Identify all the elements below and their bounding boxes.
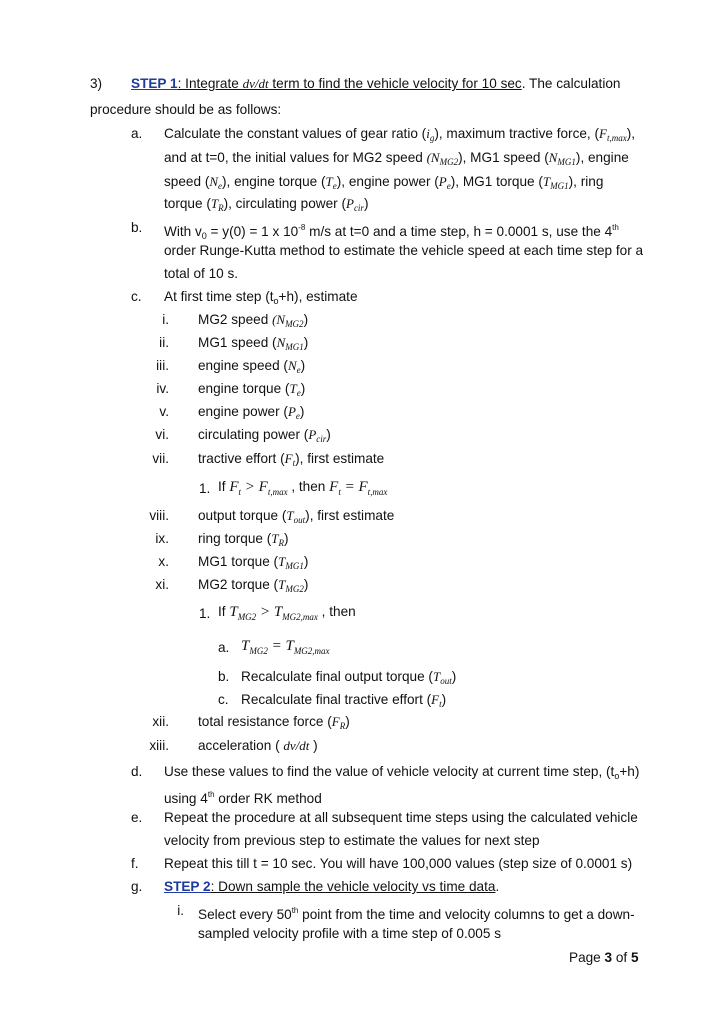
item-b-line-3: total of 10 s. (164, 266, 239, 281)
step1-text-a: : Integrate (177, 76, 243, 91)
c-subitem-label: xiii. (149, 738, 169, 753)
item-a-line-4: torque $(T_R)$, circulating power $(P_{cir})$ (164, 196, 369, 213)
c-subitem-label: ix. (155, 531, 169, 546)
item-a-line-1: Calculate the constant values of gear ratio $(i_g)$, maximum tractive force, $(F_{t,max})$, (164, 126, 636, 143)
c-subitem-text: engine speed $(N_e)$ (198, 358, 306, 375)
item-c-line-1: At first time step $(t_o+h)$, estimate (164, 289, 358, 306)
c-subitem-text: acceleration ( dv/dt ) (198, 738, 318, 753)
item-g-label: g. (131, 879, 143, 894)
c-subitem-label: v. (159, 404, 169, 419)
xi-sub-a-equation: $T_{MG2} = T_{MG2,max}$ (241, 638, 330, 656)
item-a-label: a. (131, 126, 143, 141)
xi-sub-a-label: a. (218, 640, 230, 655)
item-b-line-2: order Runge-Kutta method to estimate the vehicle speed at each time step for a (164, 243, 644, 258)
c-subitem-label: iv. (156, 381, 169, 396)
c-subitem-text: ring torque $(T_R)$ (198, 531, 289, 548)
item-d-line-2: using 4th order RK method (164, 790, 322, 806)
item-e-line-1: Repeat the procedure at all subsequent time steps using the calculated vehicle (164, 810, 638, 825)
xi-sub-c-text: Recalculate final tractive effort $(F_t)$ (241, 692, 447, 709)
c-subitem-text: tractive effort $(F_t)$, first estimate (198, 451, 385, 468)
c-subitem-text: MG2 speed $(N_{MG2})$ (198, 312, 309, 329)
item-e-label: e. (131, 810, 143, 825)
step1-link[interactable]: STEP 1 (131, 76, 178, 91)
vii-sub-label: 1. (199, 481, 211, 496)
item-c-label: c. (131, 289, 142, 304)
item-a-line-3: speed $(N_e)$, engine torque $(T_e)$, engine power $(P_e)$, MG1 torque $(T_{MG1})$, ring (164, 174, 604, 191)
step2-link[interactable]: STEP 2 (164, 879, 211, 894)
c-subitem-label: ii. (159, 335, 169, 350)
item-g-line-1: STEP 2: Down sample the vehicle velocity vs time data. (164, 879, 500, 894)
item-a-line-2: and at t=0, the initial values for MG2 speed $(N_{MG2})$, MG1 speed $(N_{MG1})$, engine (164, 150, 629, 167)
step1-text-c: . The calculation (521, 76, 621, 91)
c-subitem-label: vi. (155, 427, 169, 442)
item-d-label: d. (131, 764, 143, 779)
item-b-line-1: With $v_0 = y(0) = 1$ x $10^{-8}$ m/s at t=0 and a time step, h = 0.0001 s, use the 4th (164, 223, 619, 241)
vii-sub-condition: If $F_t > F_{t,max}$ , then $F_t = F_{t,max}$ (218, 479, 388, 497)
step1-text-b: term to find the vehicle velocity for 10 sec (268, 76, 522, 91)
item-f-label: f. (131, 856, 139, 871)
c-subitem-label: vii. (152, 451, 169, 466)
dvdt-term: dv/dt (242, 76, 269, 91)
item-g-i-label: i. (177, 903, 184, 918)
xi-sub-b-label: b. (218, 669, 230, 684)
c-subitem-label: xii. (152, 714, 169, 729)
c-subitem-label: viii. (149, 508, 169, 523)
page-footer: Page 3 of 5 (569, 950, 639, 965)
item-d-line-1: Use these values to find the value of vehicle velocity at current time step, $(t_o+h)$ (164, 764, 640, 781)
c-subitem-text: engine torque $(T_e)$ (198, 381, 306, 398)
question-line-1 (131, 75, 620, 93)
page-total: 5 (630, 950, 639, 965)
c-subitem-text: engine power $(P_e)$ (198, 404, 305, 421)
xi-sub-c-label: c. (218, 692, 229, 707)
c-subitem-text: output torque $(T_{out})$, first estimate (198, 508, 395, 525)
c-subitem-label: iii. (156, 358, 169, 373)
c-subitem-label: i. (162, 312, 169, 327)
item-e-line-2: velocity from previous step to estimate the values for next step (164, 833, 540, 848)
c-subitem-label: x. (158, 554, 169, 569)
page-number: 3 (604, 950, 613, 965)
xi-sub-label: 1. (199, 606, 211, 621)
c-subitem-text: total resistance force $(F_R)$ (198, 714, 350, 731)
item-g-i-line-2: sampled velocity profile with a time step of 0.005 s (198, 926, 501, 941)
c-subitem-label: xi. (155, 577, 169, 592)
c-subitem-text: circulating power $(P_{cir})$ (198, 427, 331, 444)
item-g-i-line-1: Select every 50th point from the time and velocity columns to get a down- (198, 906, 635, 922)
c-subitem-text: MG1 speed $(N_{MG1})$ (198, 335, 309, 352)
xi-sub-b-text: Recalculate final output torque $(T_{out})$ (241, 669, 457, 686)
question-number: 3) (90, 76, 103, 91)
c-subitem-text: MG1 torque $(T_{MG1})$ (198, 554, 309, 571)
item-b-label: b. (131, 220, 143, 235)
c-subitem-text: MG2 torque $(T_{MG2})$ (198, 577, 309, 594)
question-line-2: procedure should be as follows: (90, 102, 282, 117)
xi-sub-condition: If $T_{MG2} > T_{MG2,max}$ , then (218, 604, 356, 622)
item-f-line-1: Repeat this till t = 10 sec. You will have 100,000 values (step size of 0.0001 s) (164, 856, 633, 871)
